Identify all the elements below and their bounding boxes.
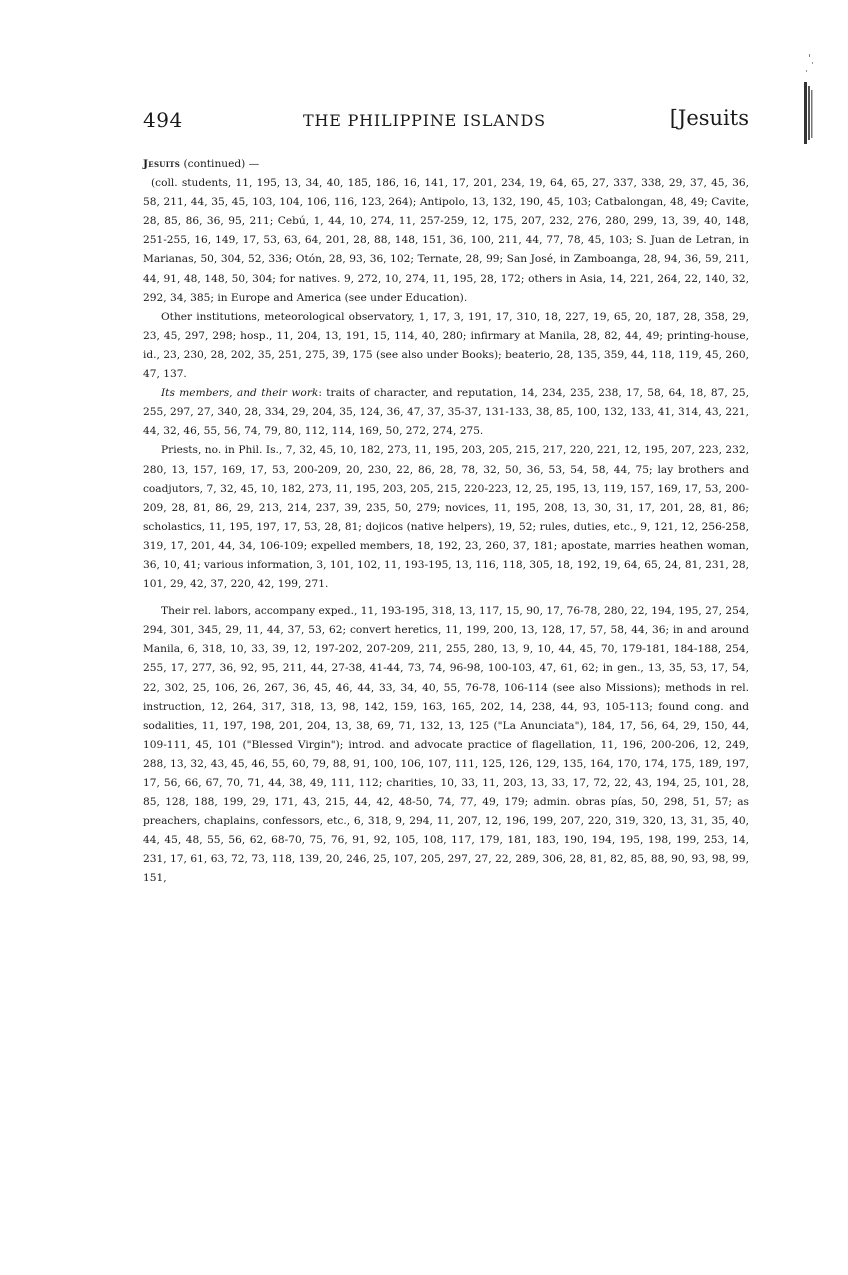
running-title: THE PHILIPPINE ISLANDS <box>303 111 546 130</box>
entry-head-word: Jesuits <box>143 158 181 170</box>
page-number: 494 <box>143 108 183 132</box>
paragraph-members-text: : traits of character, and reputation, 14, 234, 235, 238, 17, 58, 64, 18, 87, 25, 255, 297, 27, 340, 28, 334, 29, 204, 35, 124, 36, 47, 37, 35-37, 131-133, 38, 85, 100, 132, 133, 41, 314, 43, 221, 44, 32, 46, 55, 56, 74, 79, 80, 112, 114, 169, 50, 272, 274, 275. <box>143 387 750 438</box>
page-header <box>143 106 749 136</box>
paragraph-colleges: (coll. students, 11, 195, 13, 34, 40, 185, 186, 16, 141, 17, 201, 234, 19, 64, 65, 27, 337, 338, 29, 37, 45, 36, 58, 211, 44, 35, 45, 103, 104, 106, 116, 123, 264); Antipolo, 13, 132, 190, 45, 103; Catbalongan, 48, 49; Cavite, 28, 85, 86, 36, 95, 211; Cebú, 1, 44, 10, 274, 11, 257-259, 12, 175, 207, 232, 276, 280, 299, 13, 39, 40, 148, 251-255, 16, 149, 17, 53, 63, 64, 201, 28, 88, 148, 151, 36, 100, 211, 44, 77, 78, 45, 103; S. Juan de Letran, in Marianas, 50, 304, 52, 336; Otón, 28, 93, 36, 102; Ternate, 28, 99; San José, in Zamboanga, 28, 94, 36, 59, 211, 44, 91, 48, 148, 50, 304; for natives. 9, 272, 10, 274, 11, 195, 28, 172; others in Asia, 14, 221, 264, 22, 140, 32, 292, 34, 385; in Europe and America (see under Education). <box>143 177 749 304</box>
running-section-label: [Jesuits <box>669 106 749 130</box>
index-body <box>143 155 749 889</box>
paragraph-other-institutions: Other institutions, meteorological observatory, 1, 17, 3, 191, 17, 310, 18, 227, 19, 65, 20, 187, 28, 358, 29, 23, 45, 297, 298; hosp., 11, 204, 13, 191, 15, 114, 40, 280; infirmary at Manila, 28, 82, 44, 49; printing-house, id., 23, 230, 28, 202, 35, 251, 275, 39, 175 (see also under Books); beaterio, 28, 135, 359, 44, 118, 119, 45, 260, 47, 137. <box>143 310 749 381</box>
paragraph-subhead: Its members, and their work <box>161 387 319 400</box>
paragraph-religious-labors: Their rel. labors, accompany exped., 11, 193-195, 318, 13, 117, 15, 90, 17, 76-78, 280, 22, 194, 195, 27, 254, 294, 301, 345, 29, 11, 44, 37, 53, 62; convert heretics, 11, 199, 200, 13, 128, 17, 57, 58, 44, 36; in and around Manila, 6, 318, 10, 33, 39, 12, 197-202, 207-209, 211, 255, 280, 13, 9, 10, 44, 45, 70, 179-181, 184-188, 254, 255, 17, 277, 36, 92, 95, 211, 44, 27-38, 41-44, 73, 74, 96-98, 100-103, 47, 61, 62; in gen., 13, 35, 53, 17, 54, 22, 302, 25, 106, 26, 267, 36, 45, 46, 44, 33, 34, 40, 55, 76-78, 106-114 (see also Missions); methods in rel. instruction, 12, 264, 317, 318, 13, 98, 142, 159, 163, 165, 202, 14, 238, 44, 93, 105-113; found cong. and sodalities, 11, 197, 198, 201, 204, 13, 38, 69, 71, 132, 13, 125 ("La Anunciata"), 184, 17, 56, 64, 29, 150, 44, 109-111, 45, 101 ("Blessed Virgin"); introd. and advocate practice of flagellation, 11, 196, 200-206, 12, 249, 288, 13, 32, 43, 45, 46, 55, 60, 79, 88, 91, 100, 106, 107, 111, 125, 126, 129, 135, 164, 170, 174, 175, 189, 197, 17, 56, 66, 67, 70, 71, 44, 38, 49, 111, 112; charities, 10, 33, 11, 203, 13, 33, 17, 72, 22, 43, 194, 25, 101, 28, 85, 128, 188, 199, 29, 171, 43, 215, 44, 42, 48-50, 74, 77, 49, 179; admin. obras pías, 50, 298, 51, 57; as preachers, chaplains, confessors, etc., 6, 318, 9, 294, 11, 207, 12, 196, 199, 207, 220, 319, 320, 13, 31, 35, 40, 44, 45, 48, 55, 56, 62, 68-70, 75, 76, 91, 92, 105, 108, 117, 179, 181, 183, 190, 194, 195, 198, 199, 253, 14, 231, 17, 61, 63, 72, 73, 118, 139, 20, 246, 25, 107, 205, 297, 27, 22, 289, 306, 28, 81, 82, 85, 88, 90, 93, 98, 99, 151, <box>143 605 749 885</box>
entry-heading <box>143 155 749 174</box>
entry-continued-label: (continued) — <box>183 158 260 170</box>
scan-edge-mark-icon <box>800 50 816 150</box>
paragraph-members <box>143 384 749 441</box>
paragraph-priests: Priests, no. in Phil. Is., 7, 32, 45, 10, 182, 273, 11, 195, 203, 205, 215, 217, 220, 221, 12, 195, 207, 223, 232, 280, 13, 157, 169, 17, 53, 200-209, 20, 230, 22, 86, 28, 78, 32, 50, 36, 53, 54, 58, 44, 75; lay brothers and coadjutors, 7, 32, 45, 10, 182, 273, 11, 195, 203, 205, 215, 220-223, 12, 25, 195, 13, 119, 157, 169, 17, 53, 200-209, 28, 81, 86, 29, 213, 214, 237, 39, 235, 50, 279; novices, 11, 195, 208, 13, 30, 31, 17, 201, 28, 81, 86; scholastics, 11, 195, 197, 17, 53, 28, 81; dojicos (native helpers), 19, 52; rules, duties, etc., 9, 121, 12, 256-258, 319, 17, 201, 44, 34, 106-109; expelled members, 18, 192, 23, 260, 37, 181; apostate, marries heathen woman, 36, 10, 41; various information, 3, 101, 102, 11, 193-195, 13, 116, 118, 305, 18, 192, 19, 64, 65, 24, 81, 231, 28, 101, 29, 42, 37, 220, 42, 199, 271. <box>143 444 749 591</box>
